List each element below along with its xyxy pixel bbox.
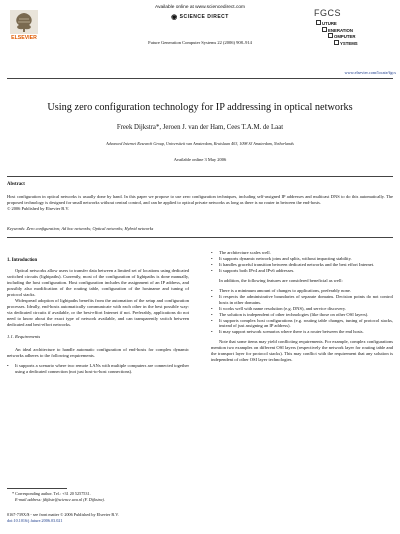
abstract-top-rule bbox=[7, 176, 393, 177]
header-rule bbox=[7, 78, 393, 79]
elsevier-wordmark: ELSEVIER bbox=[11, 35, 37, 41]
email-note: E-mail address: fdijkstr@science.uva.nl (F. Dijkstra). bbox=[15, 497, 105, 502]
intro-paragraph-1: Optical networks allow users to transfer data between a limited set of locations using dedicated switched circuits (lightpaths). Currently, most of the configuration of lightpaths is done manually, including the host configuration. Host configuration includes the assignment of an IP address, and possibly also modification of the routing table, configuration of the hostname and tuning of protocol stacks. bbox=[7, 267, 189, 297]
list-item: • It supports both IPv4 and IPv6 addresses. bbox=[211, 268, 393, 274]
abstract-bottom-rule bbox=[7, 237, 393, 238]
requirements-list-left bbox=[7, 363, 189, 375]
fgcs-abbrev: FGCS bbox=[314, 8, 342, 18]
keywords: Keywords: Zero configuration; Ad hoc networks; Optical networks; Hybrid networks bbox=[7, 226, 154, 231]
list-item: • It respects the administrative boundaries of separate domains. Decision points do not control hosts in other domains. bbox=[211, 294, 393, 306]
introduction-heading: 1. Introduction bbox=[7, 258, 38, 263]
article-authors: Freek Dijkstra*, Jeroen J. van der Ham, Cees T.A.M. de Laat bbox=[116, 124, 284, 131]
available-online-date: Available online 3 May 2006 bbox=[173, 157, 227, 162]
article-title: Using zero configuration technology for IP addressing in optical networks bbox=[47, 102, 353, 113]
list-item: • It supports complex host configurations (e.g. routing table changes, tuning of protocol stacks, instead of just assigning an IP address). bbox=[211, 318, 393, 330]
fgcs-journal-logo bbox=[314, 8, 394, 54]
additional-features-paragraph: In addition, the following features are considered beneficial as well: bbox=[219, 277, 343, 283]
requirements-heading: 1.1. Requirements bbox=[7, 334, 41, 340]
sciencedirect-wordmark: SCIENCE DIRECT bbox=[179, 14, 229, 20]
list-item: • It supports a scenario where two remote LANs with multiple computers are connected together using a dedicated connection (not just host-to-host connections). bbox=[7, 363, 189, 375]
conflicting-requirements-paragraph: Note that some items may yield conflicting requirements. For example, complex configurations mention two examples on different OSI layers (respectively the network layer for routing table and the transport layer for protocol stacks). This may conflict with the requirement that any solution is independent of other OSI layer technologies. bbox=[211, 339, 393, 363]
list-item: • It works well with name resolution (e.g. DNS), and service discovery. bbox=[211, 306, 393, 312]
corresponding-author-note: * Corresponding author. Tel.: +31 20 5257531. bbox=[12, 491, 91, 496]
author-affiliation: Advanced Internet Research Group, Universiteit van Amsterdam, Kruislaan 403, 1098 SJ Amsterdam, Netherlands bbox=[106, 141, 294, 146]
beneficial-features-list bbox=[211, 288, 393, 336]
requirements-list-right bbox=[211, 250, 393, 274]
doi-link[interactable]: doi:10.1016/j.future.2006.03.021 bbox=[7, 518, 63, 523]
abstract-text: Host configuration in optical networks is usually done by hand. In this paper we propose to use zero configuration techniques, including self-assigned IP addresses and multicast DNS to do this automatically. The proposed technology is designed for small networks without central control, and can be applied to optical private networks as long as there is no router in between the end-hosts. bbox=[7, 194, 393, 205]
elsevier-tree-logo bbox=[10, 10, 38, 34]
fgcs-full-name: UTURE ENERATION OMPUTER YSTEMS bbox=[314, 20, 394, 46]
list-item: • It handles graceful transition between dedicated networks and the best effort Internet. bbox=[211, 262, 393, 268]
sciencedirect-logo bbox=[155, 13, 245, 22]
journal-citation: Future Generation Computer Systems 22 (2006) 908–914 bbox=[148, 40, 252, 45]
abstract-copyright: © 2006 Published by Elsevier B.V. bbox=[7, 205, 70, 211]
list-item: • It supports dynamic network joins and splits, without impacting stability. bbox=[211, 256, 393, 262]
list-item: • The architecture scales well. bbox=[211, 250, 393, 256]
footnote-rule bbox=[7, 488, 67, 489]
fgcs-url-link[interactable]: www.elsevier.com/locate/fgcs bbox=[344, 70, 396, 75]
intro-paragraph-2: Widespread adoption of lightpaths benefits from the automation of the setup and configuration processes. Ideally, end-hosts automatically communicate with each other in the best possible way: via dedicated circuits if available, or the best-effort Internet if not. Preferably, applications do not need to know about the exact type of network available, and can transparently switch between dedicated and best-effort networks. bbox=[7, 297, 189, 327]
left-column bbox=[7, 258, 189, 375]
right-column bbox=[211, 250, 393, 363]
issn-line: 0167-739X/$ - see front matter © 2006 Published by Elsevier B.V. bbox=[7, 512, 119, 517]
sciencedirect-icon: ◉ bbox=[171, 14, 178, 21]
list-item: • The solution is independent of other technologies (like those on other OSI layers). bbox=[211, 312, 393, 318]
requirements-paragraph: An ideal architecture to handle automatic configuration of end-hosts for complex dynamic networks adheres to the following requirements. bbox=[7, 347, 189, 359]
list-item: • There is a minimum amount of changes to applications, preferably none. bbox=[211, 288, 393, 294]
abstract-body bbox=[7, 194, 393, 212]
abstract-heading: Abstract bbox=[7, 182, 25, 187]
available-online-text: Available online at www.sciencedirect.com bbox=[154, 5, 246, 10]
list-item: • It may support network scenarios where there is a router between the end hosts. bbox=[211, 329, 393, 335]
